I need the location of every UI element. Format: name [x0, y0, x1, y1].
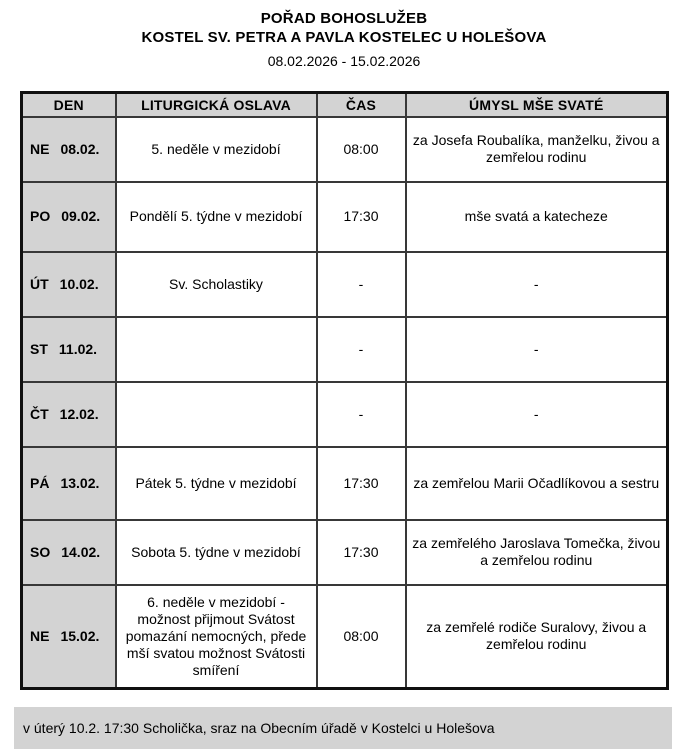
column-header-umysl: ÚMYSL MŠE SVATÉ [406, 93, 668, 117]
table-row [22, 317, 668, 382]
time-cell: - [317, 382, 406, 447]
time-cell: - [317, 317, 406, 382]
day-abbrev: ÚT [30, 275, 49, 292]
intention-cell: za Josefa Roubalíka, manželku, živou a zemřelou rodinu [406, 117, 668, 182]
day-cell [22, 117, 116, 182]
celebration-cell [116, 382, 317, 447]
time-cell: 17:30 [317, 520, 406, 585]
table-row [22, 520, 668, 585]
day-abbrev: PÁ [30, 474, 50, 491]
document-header [0, 0, 688, 70]
time-cell: - [317, 252, 406, 317]
table-row [22, 447, 668, 520]
day-date: 13.02. [60, 474, 100, 491]
day-date: 12.02. [59, 405, 99, 422]
date-range: 08.02.2026 - 15.02.2026 [267, 53, 421, 69]
day-abbrev: ČT [30, 405, 49, 422]
intention-cell: za zemřelé rodiče Suralovy, živou a zemřelou rodinu [406, 585, 668, 689]
table-header-row [22, 93, 668, 117]
table-row [22, 182, 668, 252]
day-abbrev: ST [30, 340, 48, 357]
intention-cell: mše svatá a katecheze [406, 182, 668, 252]
column-header-cas: ČAS [317, 93, 406, 117]
time-cell: 17:30 [317, 447, 406, 520]
day-date: 11.02. [58, 340, 98, 357]
day-cell [22, 182, 116, 252]
time-cell: 08:00 [317, 585, 406, 689]
footer-note [14, 707, 672, 749]
table-row [22, 252, 668, 317]
day-cell [22, 382, 116, 447]
day-cell [22, 252, 116, 317]
day-abbrev: SO [30, 543, 51, 560]
footer-note-text: v úterý 10.2. 17:30 Scholička, sraz na Obecním úřadě v Kostelci u Holešova [23, 720, 495, 736]
day-abbrev: NE [30, 140, 50, 157]
time-cell: 17:30 [317, 182, 406, 252]
day-date: 08.02. [60, 140, 100, 157]
page-title: POŘAD BOHOSLUŽEB [260, 10, 428, 27]
page-subtitle: KOSTEL SV. PETRA A PAVLA KOSTELEC U HOLEŠOVA [141, 29, 547, 46]
day-abbrev: PO [30, 208, 51, 224]
day-cell [22, 585, 116, 689]
column-header-den: DEN [22, 93, 116, 117]
table-row [22, 117, 668, 182]
table-row [22, 382, 668, 447]
day-abbrev: NE [30, 627, 50, 644]
day-cell [22, 520, 116, 585]
day-cell [22, 447, 116, 520]
day-date: 15.02. [60, 627, 100, 644]
day-date: 14.02. [61, 543, 101, 560]
celebration-cell: Sobota 5. týdne v mezidobí [116, 520, 317, 585]
intention-cell: za zemřelého Jaroslava Tomečka, živou a zemřelou rodinu [406, 520, 668, 585]
intention-cell: za zemřelou Marii Očadlíkovou a sestru [406, 447, 668, 520]
column-header-oslava: LITURGICKÁ OSLAVA [116, 93, 317, 117]
day-cell [22, 317, 116, 382]
intention-cell: - [406, 382, 668, 447]
celebration-cell: Sv. Scholastiky [116, 252, 317, 317]
time-cell: 08:00 [317, 117, 406, 182]
celebration-cell [116, 317, 317, 382]
celebration-cell: 6. neděle v mezidobí - možnost přijmout Svátost pomazání nemocných, přede mší svatou možnost Svátosti smíření [116, 585, 317, 689]
day-date: 09.02. [61, 208, 101, 224]
celebration-cell: Pondělí 5. týdne v mezidobí [116, 182, 317, 252]
intention-cell: - [406, 252, 668, 317]
table-row [22, 585, 668, 689]
schedule-table [20, 91, 669, 690]
day-date: 10.02. [59, 275, 99, 292]
celebration-cell: 5. neděle v mezidobí [116, 117, 317, 182]
celebration-cell: Pátek 5. týdne v mezidobí [116, 447, 317, 520]
intention-cell: - [406, 317, 668, 382]
